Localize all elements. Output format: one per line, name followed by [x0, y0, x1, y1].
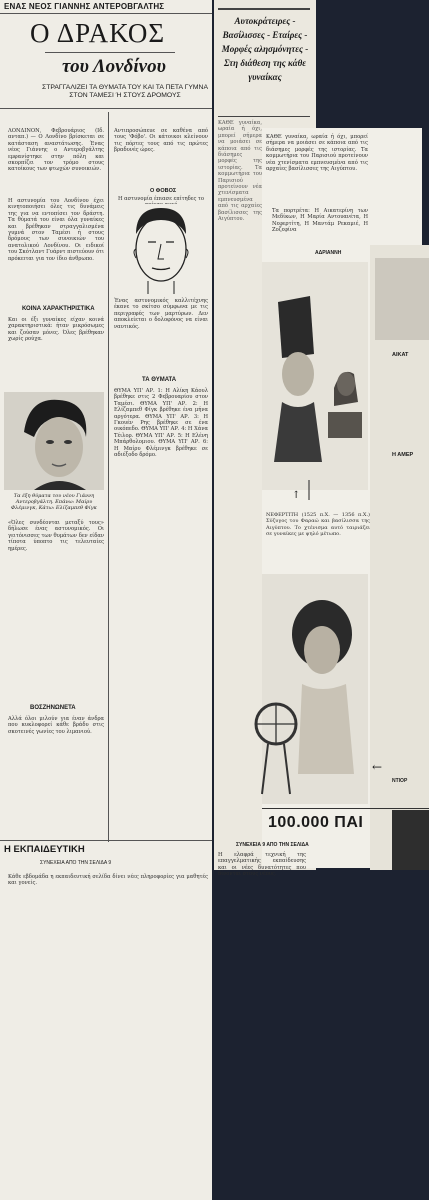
col1-text5: Κάθε εβδομάδα η εκπαιδευτική σελίδα δίνει νέες πληροφορίες για μαθητές και γονείς. [8, 874, 208, 887]
right-text: ΚΑΘΕ γυναίκα, ωραία ή όχι, μπορεί σήμερα να μοιάσει σε κάποια από τις διάσημες μορφές της ιστορίας. Τα κομμωτήρια του Παρισιού προτείνουν νέα χτενίσματα εμπνευσμένα από τις αρχαίες βασίλισσες της Αιγύπτου. [266, 134, 368, 173]
right-list: Τα πορτρέτα: Η Αικατερίνη των Μεδίκων, Η Μαρία Αντουανέτα, Η Νεφερτίτη, Η Μαντάμ Ρεκαμιέ, Η Ζοζεφίνα [272, 208, 368, 234]
nefertiti-photo [262, 262, 368, 490]
arrow-up-icon: ↑ [292, 490, 301, 501]
bottom-rule [0, 840, 212, 841]
banner: 100.000 ΠΑΙ [268, 814, 364, 831]
victim-portrait-icon [4, 392, 104, 490]
side-label-2: Η ΑΜΕΡ [392, 452, 414, 458]
victim-photo [4, 392, 104, 490]
woman-spinning-photo [262, 574, 368, 804]
victim-photo-caption: Τα έξη θύματα του νέου Γιάννη Αντεροβγάλτη. Επάνω: Μαίρυ Φλέμινγκ, Κάτω: Ελίζαμπεθ Φίγκ [11, 493, 97, 511]
suspect-sketch [118, 204, 204, 294]
top-strip: ΕΝΑΣ ΝΕΟΣ ΓΙΑΝΝΗΣ ΑΝΤΕΡΟΒΓΑΛΤΗΣ [4, 2, 165, 11]
continue-page9-right: ΣΥΝΕΧΕΙΑ 9 ΑΠΟ ΤΗΝ ΣΕΛΙΔΑ [236, 842, 309, 848]
side-photo-bottom [392, 810, 429, 870]
col1-text: Η αστυνομία του Λονδίνου έχει κινητοποιήσει όλες τις δυνάμεις της για να εντοπίσει τον δράστη. Τα θύματά του είναι όλα γυναίκες και βρέθηκαν στραγγαλισμένα γυμνά στον Ταμέσι ή στους δρόμους των συνοικιών του ανατολικού Λονδίνου. Οι ειδικοί του Σκότλαντ Γυάρντ πιστεύουν ότι πρόκειται για τον ίδιο άνθρωπο. [8, 198, 104, 262]
headline-rule [45, 52, 175, 53]
col1-text4: Αλλά όλοι μιλούν για έναν άνδρα που κυκλοφορεί κάθε βράδυ στις σκοτεινές γωνίες του λιμανιού. [8, 716, 104, 735]
banner-rule [262, 808, 429, 809]
arrow-left-icon: ← [372, 760, 383, 774]
subhead: ΣΤΡΑΓΓΑΛΙΖΕΙ ΤΑ ΘΥΜΑΤΑ ΤΟΥ ΚΑΙ ΤΑ ΠΕΤΑ ΓΥΜΝΑ ΣΤΟΝ ΤΑΜΕΣΙ Ή ΣΤΟΥΣ ΔΡΟΜΟΥΣ [42, 84, 208, 99]
headline-title: Ο ΔΡΑΚΟΣ [30, 18, 166, 48]
side-photo-top [375, 258, 429, 340]
side-label-3: ΝΤΙΟΡ [392, 778, 408, 784]
section-common-traits: ΚΟΙΝΑ ΧΑΡΑΚΤΗΡΙΣΤΙΚΑ [22, 306, 95, 312]
dateline-text: ΛΟΝΔΙΝΟΝ, Φεβρουάριος (Ιδ. ανταπ.) — Ο Λονδίνο βρίσκεται σε κατάσταση αναστάτωσης. Ένας νέος Γιάννης ο Αντεροβγάλτης εμφανίστηκε στην πόλη και σκορπίζει τον τρόμο στους κατοίκους των φτωχών συνοικιών. [8, 128, 104, 173]
col2-text: Αντιπροσώπευε σε καθένα από τους 'Φόβο'. Οι κάτοικοι κλείνουν τις πόρτες τους από τις πρώτες βραδυνές ώρες. [114, 128, 208, 154]
col2-text3: ΘΥΜΑ ΥΠ' ΑΡ. 1: Η Αλίκη Κάουλ βρέθηκε στις 2 Φεβρουαρίου στον Ταμέσι. ΘΥΜΑ ΥΠ' ΑΡ. 2: Η Ελίζαμπεθ Φίγκ βρέθηκε ένα μήνα αργότερα. ΘΥΜΑ ΥΠ' ΑΡ. 3: Η Γκουέν Ρης βρέθηκε σε ένα οικόπεδο. ΘΥΜΑ ΥΠ' ΑΡ. 4: Η Χάνα Τέιλορ. ΘΥΜΑ ΥΠ' ΑΡ. 5: Η Ελένη Μπάρθολομιου. ΘΥΜΑ ΥΠ' ΑΡ. 6: Η Μαίρυ Φλέμινγκ βρέθηκε σε αδιέξοδο δρόμο. [114, 388, 208, 459]
section-bosing: ΒΟΣΖΗΝΩΝΕΤΑ [30, 705, 76, 711]
sketch-subtitle: Η αστυνομία έπιασε επίτηδες το [117, 196, 205, 202]
sketch-title: Ο ΦΟΒΟΣ [150, 188, 177, 194]
col1-text2: Και οι έξι γυναίκες είχαν κοινά χαρακτηριστικά: ήταν μικρόσωμες και ζούσαν μόνες. Όλες βρέθηκαν χωρίς ρούχα. [8, 317, 104, 343]
background [214, 870, 429, 1200]
background-top [316, 0, 429, 128]
subhead-rule [0, 108, 212, 109]
nefertiti-caption: ΝΕΦΕΡΤΙΤΗ (1525 π.Χ. — 1356 π.Χ.) Σύζυγος του Φαραώ και βασίλισσα της Αιγύπτου. Το χτένισμα αυτό ταιριάζει σε γυναίκες με ψηλό μέτωπο. [266, 512, 370, 538]
left-of-right-text [218, 120, 262, 860]
filler-text: ΚΑΘΕ γυναίκα, ωραία ή όχι, μπορεί σήμερα να μοιάσει σε κάποια από τις διάσημες μορφές της ιστορίας. Τα κομμωτήρια του Παρισιού προτείνουν νέα χτενίσματα εμπνευσμένα από τις αρχαίες βασίλισσες της Αιγύπτου. [218, 120, 262, 223]
column-divider [108, 112, 109, 842]
col2-text2: Ένας αστυνομικός καλλιτέχνης έκανε το σκίτσο σύμφωνα με τις περιγραφές των μαρτύρων. Δεν αποκλείεται ο δολοφόνος να είναι ναυτικός. [114, 298, 208, 330]
bottom-right-text: Η ελαφρά τεχνική της επαγγελματικής εκπαίδευσης και οι νέες δυνατότητες που δίνονται στους νέους. [218, 852, 306, 878]
side-label-1: ΑΙΚΑΤ [392, 352, 409, 358]
headline-subtitle: του Λονδίνου [62, 56, 166, 77]
col1-text3: «Όλες συνδέονται μεταξύ τους» δήλωσε ένας αστυνομικός. Οι γειτόνισσες των θυμάτων δεν είδαν τίποτα ύποπτο τις τελευταίες ημέρες. [8, 520, 104, 552]
section-educational: Η ΕΚΠΑΙΔΕΥΤΙΚΗ [4, 844, 85, 855]
section-victims: ΤΑ ΘΥΜΑΤΑ [142, 377, 177, 383]
continue-page9: ΣΥΝΕΧΕΙΑ ΑΠΟ ΤΗΝ ΣΕΛΙΔΑ 9 [40, 860, 112, 866]
suspect-face-icon [118, 204, 204, 294]
top-rule [0, 13, 212, 14]
photo-label-adrianni: ΑΔΡΙΑΝΝΗ [315, 250, 342, 256]
right-header: Αυτοκράτειρες - Βασίλισσες - Εταίρες - Μορφές αλησμόνητες - Στη διάθεση της κάθε γυναίκας [221, 16, 309, 82]
nefertiti-portrait-icon [262, 262, 368, 490]
woman-portrait-icon [262, 574, 368, 804]
